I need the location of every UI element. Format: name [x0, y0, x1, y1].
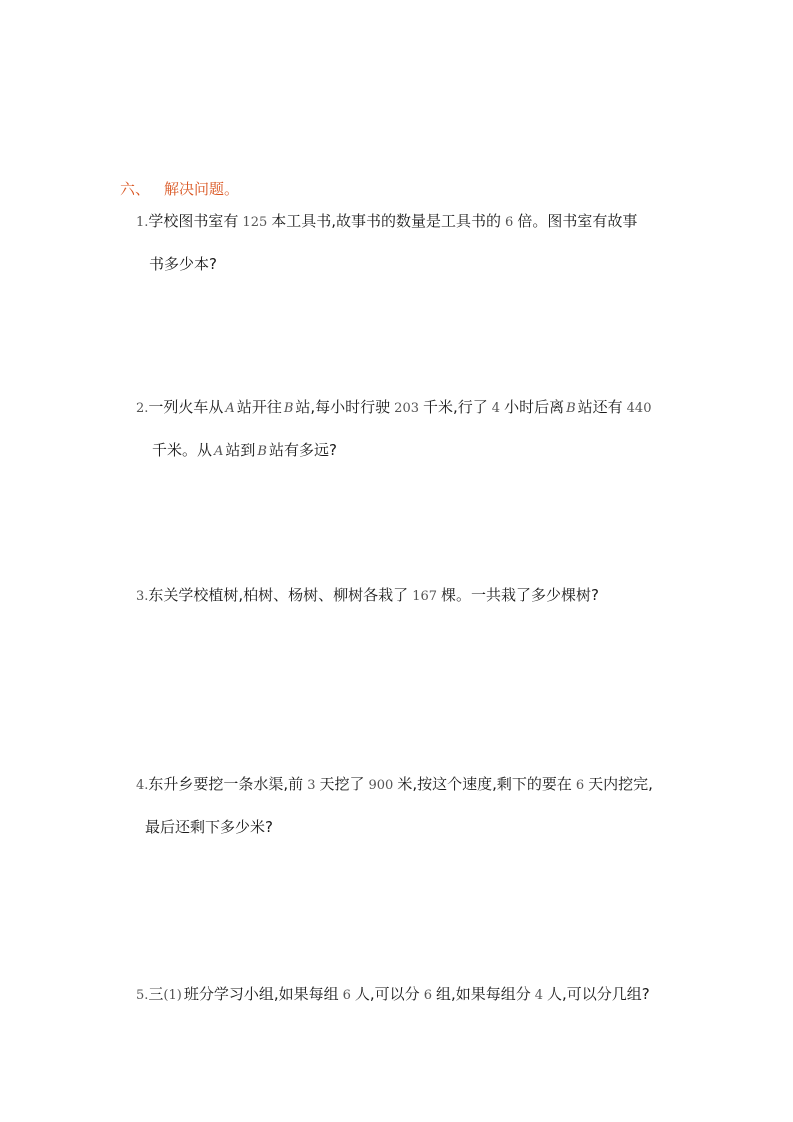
question-text: 小时后离 — [504, 398, 565, 416]
question-text: 棵。一共栽了多少棵树? — [441, 586, 599, 604]
question-text: 人,可以分 — [354, 985, 420, 1003]
number-value: 6 — [342, 988, 351, 1003]
section-heading — [120, 178, 239, 199]
question-number: 3. — [136, 589, 149, 604]
question-number: 4. — [136, 778, 149, 793]
question-text: 站到 — [225, 441, 256, 459]
number-value: 440 — [626, 401, 652, 416]
question-1 — [136, 212, 637, 232]
question-text: 站,每小时行驶 — [295, 398, 391, 416]
question-text: 站开往 — [236, 398, 282, 416]
number-value: 900 — [368, 778, 394, 793]
question-text: 人,可以分几组? — [547, 985, 650, 1003]
question-text: 学校图书室有 — [148, 212, 239, 230]
number-value: 167 — [412, 589, 438, 604]
question-text: 一列火车从 — [148, 398, 224, 416]
variable: A — [225, 401, 235, 416]
question-text: 东升乡要挖一条水渠,前 — [148, 775, 304, 793]
question-4-line-2 — [145, 818, 273, 836]
question-text: 站还有 — [577, 398, 623, 416]
question-text: 站有多远? — [268, 441, 337, 459]
question-text: 千米,行了 — [423, 398, 488, 416]
question-text: 班分学习小组,如果每组 — [183, 985, 339, 1003]
number-value: 125 — [242, 215, 268, 230]
number-value: 4 — [491, 401, 501, 416]
question-text: 天内挖完, — [588, 775, 653, 793]
number-value: 6 — [423, 988, 432, 1003]
variable: B — [257, 444, 267, 459]
question-text: 三 — [148, 985, 164, 1003]
question-text: 千米。从 — [152, 441, 213, 459]
question-text: 倍。图书室有故事 — [517, 212, 638, 230]
question-text: 东关学校植树,柏树、杨树、柳树各栽了 — [148, 586, 409, 604]
question-number: 2. — [136, 401, 149, 416]
question-2 — [136, 398, 655, 418]
variable: B — [283, 401, 294, 416]
number-value: 4 — [534, 988, 544, 1003]
question-text: 天挖了 — [319, 775, 365, 793]
section-title-text: 解决问题。 — [164, 180, 240, 198]
question-2-line-2 — [152, 441, 337, 461]
number-value: 3 — [307, 778, 316, 793]
question-3 — [136, 586, 599, 606]
section-number: 六、 — [120, 180, 151, 198]
number-value: 6 — [575, 778, 585, 793]
question-text: 本工具书,故事书的数量是工具书的 — [271, 212, 502, 230]
variable: A — [214, 444, 224, 459]
question-text: 组,如果每组分 — [435, 985, 531, 1003]
class-number: (1) — [163, 988, 182, 1003]
number-value: 6 — [505, 215, 514, 230]
question-text: 最后还剩下多少米? — [145, 818, 273, 836]
question-text: 米,按这个速度,剩下的要在 — [397, 775, 572, 793]
question-number: 1. — [136, 215, 149, 230]
number-value: 203 — [394, 401, 419, 416]
question-4 — [136, 775, 653, 795]
variable: B — [566, 401, 576, 416]
question-1-line-2 — [149, 255, 217, 273]
question-number: 5. — [136, 988, 149, 1003]
question-text: 书多少本? — [149, 255, 217, 273]
question-5 — [136, 985, 650, 1005]
